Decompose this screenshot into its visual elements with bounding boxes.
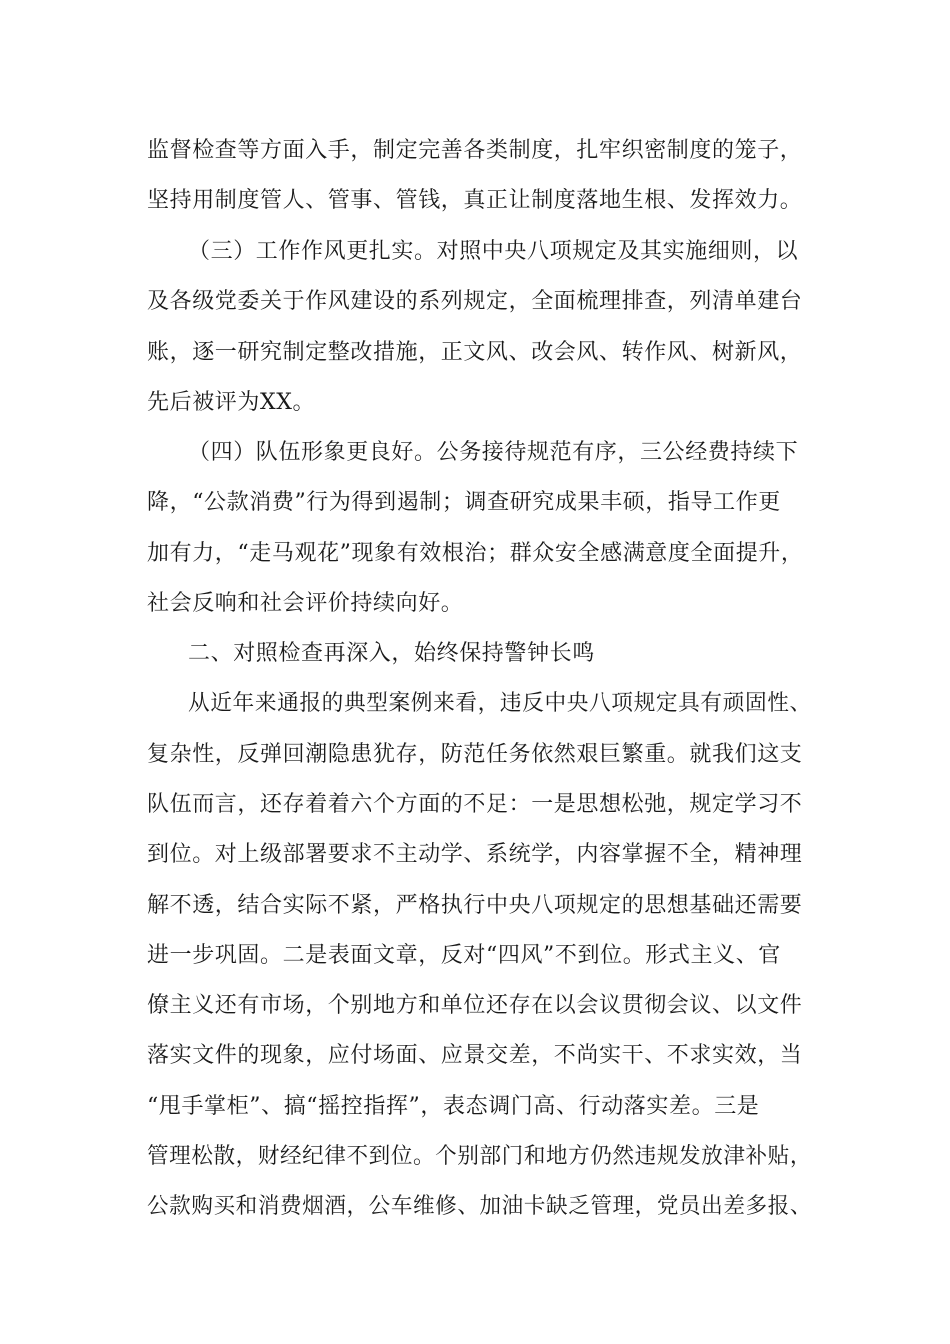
text-line: 管理松散，财经纪律不到位。个别部门和地方仍然违规发放津补贴， — [147, 1144, 812, 1169]
text-line: 僚主义还有市场，个别地方和单位还存在以会议贯彻会议、以文件 — [147, 993, 803, 1018]
text-line: 加有力，“走马观花”现象有效根治；群众安全感满意度全面提升， — [147, 541, 804, 566]
text-line: 降，“公款消费”行为得到遏制；调查研究成果丰硕，指导工作更 — [147, 490, 781, 515]
text-line: 队伍而言，还存着着六个方面的不足：一是思想松弛，规定学习不 — [147, 792, 803, 817]
text-line: 先后被评为XX。 — [147, 390, 316, 415]
text-line: 及各级党委关于作风建设的系列规定，全面梳理排查，列清单建台 — [147, 289, 803, 314]
text-line: 到位。对上级部署要求不主动学、系统学，内容掌握不全，精神理 — [147, 842, 803, 867]
text-line: 解不透，结合实际不紧，严格执行中央八项规定的思想基础还需要 — [147, 893, 803, 918]
text-line: “甩手掌柜”、搞“摇控指挥”，表态调门高、行动落实差。三是 — [147, 1094, 760, 1119]
text-line: 从近年来通报的典型案例来看，违反中央八项规定具有顽固性、 — [188, 691, 812, 716]
section-heading: 二、对照检查再深入，始终保持警钟长鸣 — [188, 641, 595, 666]
text-line: 复杂性，反弹回潮隐患犹存，防范任务依然艰巨繁重。就我们这支 — [147, 742, 803, 767]
text-line: 社会反响和社会评价持续向好。 — [147, 591, 464, 616]
text-line: 落实文件的现象，应付场面、应景交差，不尚实干、不求实效，当 — [147, 1043, 803, 1068]
text-line: 账，逐一研究制定整改措施，正文风、改会风、转作风、树新风， — [147, 340, 803, 365]
paragraph-4-heading-line: （四）队伍形象更良好。公务接待规范有序，三公经费持续下 — [188, 440, 799, 465]
text-line: 监督检查等方面入手，制定完善各类制度，扎牢织密制度的笼子， — [147, 138, 803, 163]
text-line: 坚持用制度管人、管事、管钱，真正让制度落地生根、发挥效力。 — [147, 188, 803, 213]
text-line: 公款购买和消费烟酒，公车维修、加油卡缺乏管理，党员出差多报、 — [147, 1194, 812, 1219]
paragraph-3-heading-line: （三）工作作风更扎实。对照中央八项规定及其实施细则，以 — [188, 239, 799, 264]
text-line: 进一步巩固。二是表面文章，反对“四风”不到位。形式主义、官 — [147, 943, 781, 968]
